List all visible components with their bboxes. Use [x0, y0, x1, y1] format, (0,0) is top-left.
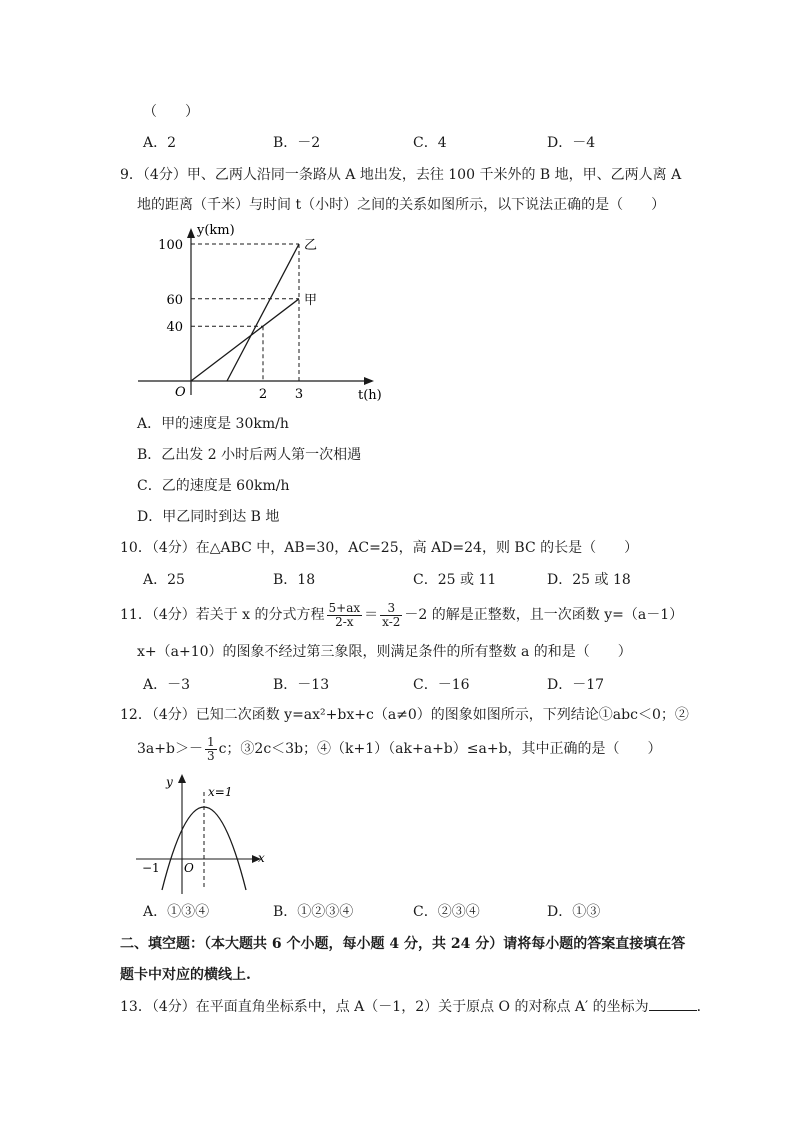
q9-option-d: D．甲乙同时到达 B 地 — [137, 509, 280, 525]
chart2-x-label: x — [258, 851, 265, 865]
q11-fraction-1-den: 2-x — [335, 614, 354, 629]
q11-option-a: A．－3 — [143, 677, 191, 693]
q12-stem-line2 — [137, 735, 662, 763]
q13-stem-end: ． — [696, 999, 711, 1015]
chart1-axes — [138, 228, 374, 395]
parabola-chart — [130, 770, 280, 895]
chart1-labels — [158, 223, 382, 403]
chart1-guides — [191, 244, 299, 381]
q9-stem-line1: 9．（4分）甲、乙两人沿同一条路从 A 地出发，去往 100 千米外的 B 地，甲、乙两人离 A — [120, 167, 682, 183]
q11-fraction-2-den: x-2 — [382, 614, 401, 629]
chart1-series — [191, 244, 299, 381]
q11-stem-pre: 11．（4分）若关于 x 的分式方程 — [120, 607, 325, 623]
q12-option-c: C．②③④ — [413, 904, 480, 920]
q12-option-d: D．①③ — [547, 904, 601, 920]
q11-fraction-2-num: 3 — [380, 602, 402, 616]
q8-option-b: B．－2 — [273, 135, 321, 151]
chart1-y-arrow — [187, 228, 195, 238]
q8-option-c: C．4 — [413, 135, 447, 151]
q13-stem — [120, 998, 711, 1016]
chart1-x-arrow — [364, 377, 374, 385]
q9-option-c: C．乙的速度是 60km/h — [137, 478, 290, 494]
chart2-y-label: y — [166, 775, 173, 789]
chart1-y-tick-60: 60 — [166, 292, 183, 308]
q8-option-d: D．－4 — [547, 135, 596, 151]
q11-fraction-1-num: 5+ax — [328, 600, 361, 615]
distance-time-chart — [130, 220, 390, 405]
chart1-x-tick-2: 2 — [258, 387, 268, 402]
chart2-y-arrow — [178, 774, 186, 783]
chart1-origin-label: O — [175, 385, 186, 400]
q10-option-a: A．25 — [143, 572, 185, 588]
q10-option-b: B．18 — [273, 572, 316, 588]
q12-option-b: B．①②③④ — [273, 904, 354, 920]
chart1-y-tick-40: 40 — [166, 320, 183, 336]
chart1-x-tick-3: 3 — [294, 387, 304, 402]
chart2-annotation: x=1 — [208, 785, 233, 799]
q13-answer-blank[interactable] — [649, 998, 697, 1011]
q11-option-c: C．－16 — [413, 677, 470, 693]
section2-heading-line1: 二、填空题：（本大题共 6 个小题，每小题 4 分，共 24 分）请将每小题的答案直接填在答 — [120, 936, 686, 952]
q11-equals: ＝ — [364, 607, 379, 623]
chart2-origin-label: O — [184, 861, 194, 875]
q12-option-a: A．①③④ — [143, 904, 210, 920]
q10-option-c: C．25 或 11 — [413, 572, 497, 588]
q8-option-a: A．2 — [143, 135, 177, 151]
chart1-series-line-yi — [227, 244, 299, 381]
q12-fraction — [205, 736, 217, 763]
chart2-tick-neg1: −1 — [142, 861, 160, 875]
q11-option-d: D．－17 — [547, 677, 605, 693]
chart1-x-axis-label: t(h) — [358, 388, 382, 403]
q12-fraction-den: 3 — [206, 748, 215, 763]
q11-fraction-1 — [327, 602, 363, 629]
q12-stem-post2: c；③2c＜3b；④（k+1）（ak+a+b）≤a+b，其中正确的是（ ） — [218, 741, 662, 757]
section2-heading-line2: 题卡中对应的横线上. — [120, 967, 251, 983]
q11-stem-line1 — [120, 601, 683, 629]
q12-stem-pre2: 3a+b＞－ — [137, 741, 203, 757]
chart1-series-label-jia: 甲 — [304, 292, 318, 308]
q11-stem-line2: x+（a+10）的图象不经过第三象限，则满足条件的所有整数 a 的和是（ ） — [137, 644, 632, 660]
q12-fraction-num: 1 — [206, 734, 215, 749]
chart1-y-axis-label: y(km) — [197, 223, 235, 238]
q11-option-b: B．－13 — [273, 677, 330, 693]
q8-answer-paren: （ ） — [143, 104, 199, 120]
q12-stem-line1: 12．（4分）已知二次函数 y=ax²+bx+c（a≠0）的图象如图所示，下列结论①abc＜0；② — [120, 707, 689, 723]
chart1-series-line-jia — [191, 299, 299, 381]
q9-stem-line2: 地的距离（千米）与时间 t（小时）之间的关系如图所示，以下说法正确的是（ ） — [137, 197, 666, 213]
q9-option-a: A．甲的速度是 30km/h — [137, 416, 289, 432]
q10-option-d: D．25 或 18 — [547, 572, 631, 588]
q9-option-b: B．乙出发 2 小时后两人第一次相遇 — [137, 447, 362, 463]
q11-fraction-2 — [380, 602, 402, 629]
chart1-y-tick-100: 100 — [158, 238, 183, 253]
q10-stem: 10．（4分）在△ABC 中，AB=30，AC=25，高 AD=24，则 BC 的长是（ ） — [120, 540, 639, 556]
q13-stem-text: 13．（4分）在平面直角坐标系中，点 A（－1，2）关于原点 O 的对称点 A′ 的坐标为 — [120, 999, 649, 1015]
q11-stem-post: －2 的解是正整数，且一次函数 y=（a－1） — [404, 607, 684, 623]
chart1-series-label-yi: 乙 — [304, 238, 318, 253]
